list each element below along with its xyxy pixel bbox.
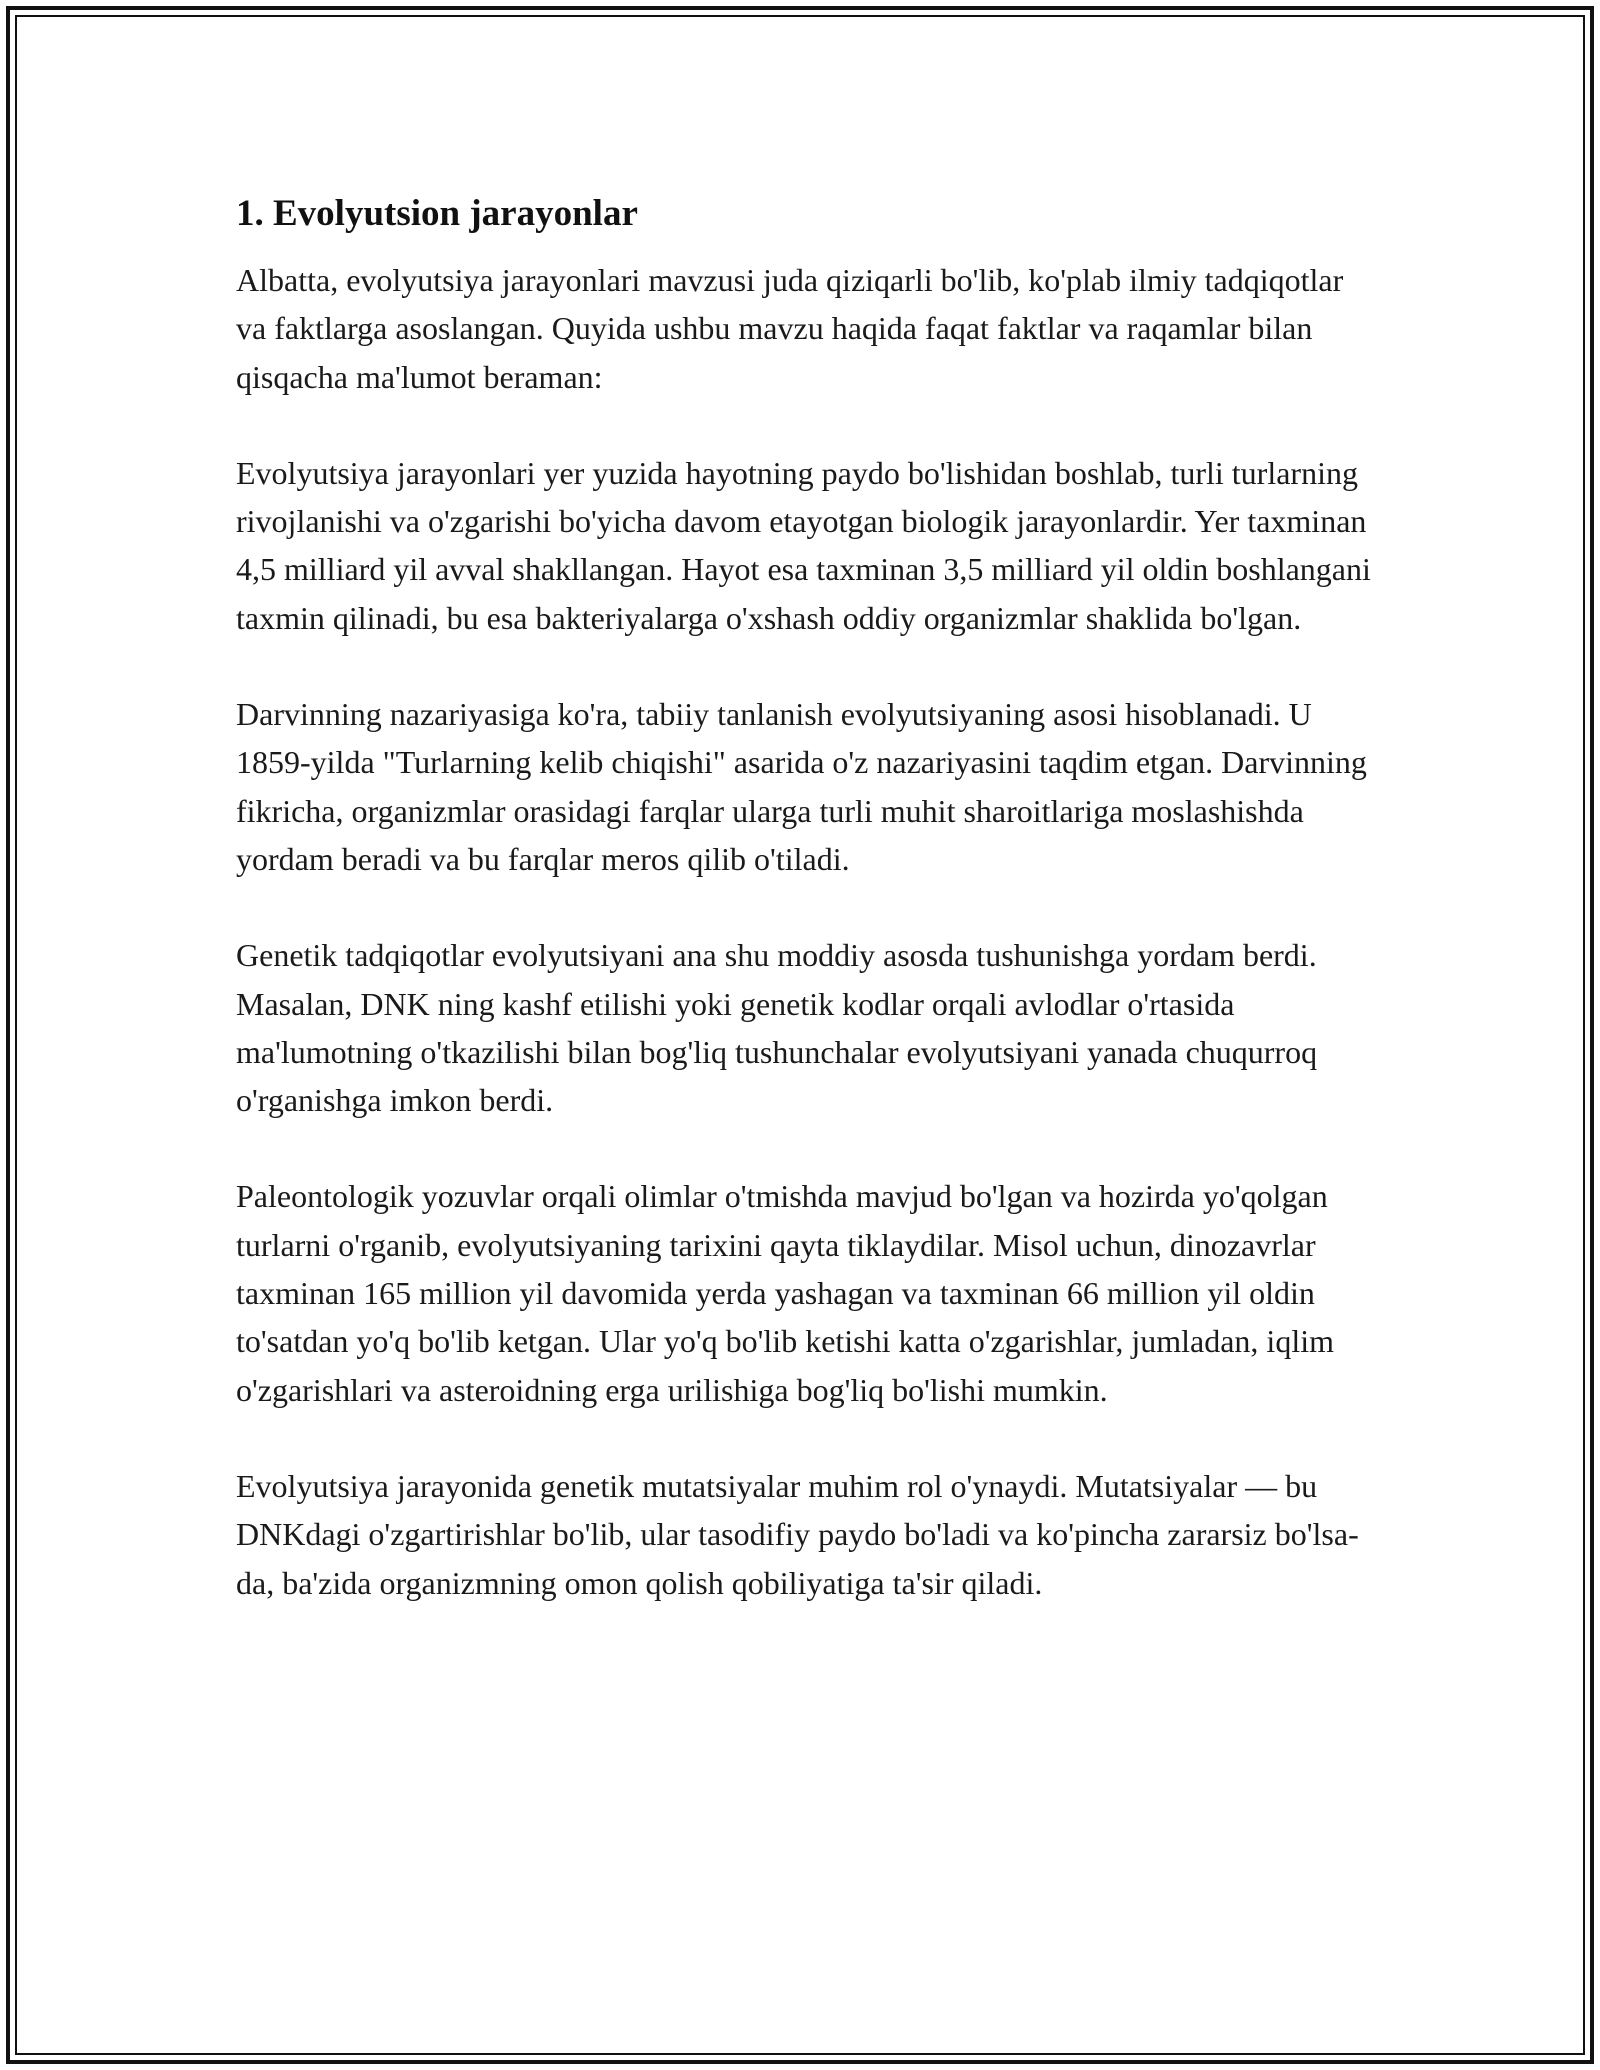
- section-heading: 1. Evolyutsion jarayonlar: [236, 193, 638, 234]
- document-body: [236, 186, 1376, 1655]
- paragraph-mutations: Evolyutsiya jarayonida genetik mutatsiyalar muhim rol o'ynaydi. Mutatsiyalar — bu DNKdagi o'zgartirishlar bo'lib, ular tasodifiy paydo bo'ladi va ko'pincha zararsiz bo'lsa-da, ba'zida organizmning omon qolish qobiliyatiga ta'sir qiladi.: [236, 1467, 1359, 1601]
- paragraph-darwin-theory: Darvinning nazariyasiga ko'ra, tabiiy tanlanish evolyutsiyaning asosi hisoblanadi. U 1859-yilda "Turlarning kelib chiqishi" asarida o'z nazariyasini taqdim etgan. Darvinning fikricha, organizmlar orasidagi farqlar ularga turli muhit sharoitlariga moslashishda yordam beradi va bu farqlar meros qilib o'tiladi.: [236, 696, 1367, 877]
- paragraph-genetic-research: Genetik tadqiqotlar evolyutsiyani ana shu moddiy asosda tushunishga yordam berdi. Masalan, DNK ning kashf etilishi yoki genetik kodlar orqali avlodlar o'rtasida ma'lumotning o'tkazilishi bilan bog'liq tushunchalar evolyutsiyani yanada chuqurroq o'rganishga imkon berdi.: [236, 937, 1318, 1119]
- paragraph-intro: Albatta, evolyutsiya jarayonlari mavzusi juda qiziqarli bo'lib, ko'plab ilmiy tadqiqotlar va faktlarga asoslangan. Quyida ushbu mavzu haqida faqat faktlar va raqamlar bilan qisqacha ma'lumot beraman:: [236, 262, 1344, 395]
- paragraph-paleontology: Paleontologik yozuvlar orqali olimlar o'tmishda mavjud bo'lgan va hozirda yo'qolgan turlarni o'rganib, evolyutsiyaning tarixini qayta tiklaydilar. Misol uchun, dinozavrlar taxminan 165 million yil davomida yerda yashagan va taxminan 66 million yil oldin to'satdan yo'q bo'lib ketgan. Ular yo'q bo'lib ketishi katta o'zgarishlar, jumladan, iqlim o'zgarishlari va asteroidning erga urilishiga bog'liq bo'lishi mumkin.: [236, 1178, 1334, 1408]
- paragraph-origin-of-life: Evolyutsiya jarayonlari yer yuzida hayotning paydo bo'lishidan boshlab, turli turlarning rivojlanishi va o'zgarishi bo'yicha davom etayotgan biologik jarayonlardir. Yer taxminan 4,5 milliard yil avval shakllangan. Hayot esa taxminan 3,5 milliard yil oldin boshlangani taxmin qilinadi, bu esa bakteriyalarga o'xshash oddiy organizmlar shaklida bo'lgan.: [236, 454, 1371, 636]
